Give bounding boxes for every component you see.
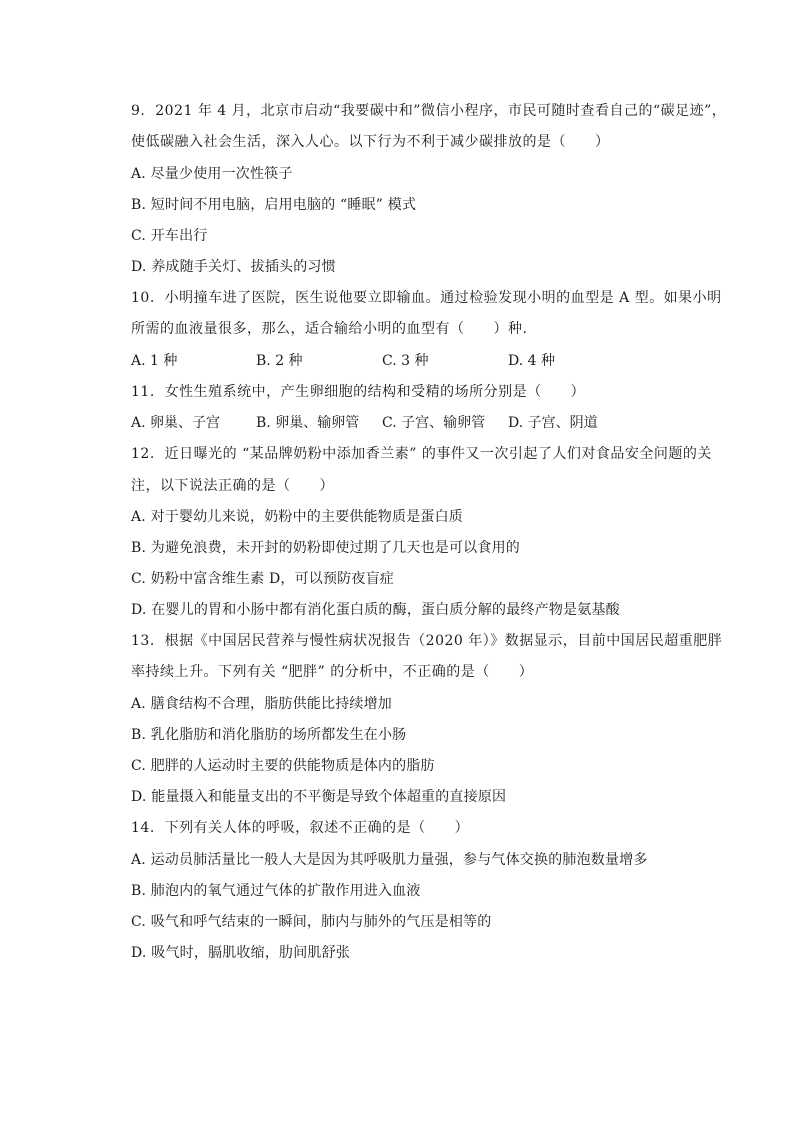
question-12-option-d: D. 在婴儿的胃和小肠中都有消化蛋白质的酶，蛋白质分解的最终产物是氨基酸 [131, 602, 620, 618]
question-11-option-c: C. 子宫、输卵管 [382, 415, 486, 431]
question-12-stem-line-2: 注，以下说法正确的是（ ） [131, 478, 334, 494]
question-14-option-d: D. 吸气时，膈肌收缩，肋间肌舒张 [131, 945, 351, 961]
question-9-option-c: C. 开车出行 [131, 228, 208, 244]
question-10-stem-line-2: 所需的血液量很多，那么，适合输给小明的血型有（ ）种. [131, 321, 528, 337]
question-9-option-d: D. 养成随手关灯、拔插头的习惯 [131, 259, 336, 275]
question-13-option-d: D. 能量摄入和能量支出的不平衡是导致个体超重的直接原因 [131, 789, 507, 805]
question-11-option-a: A. 卵巢、子宫 [131, 415, 221, 431]
question-13-stem-line-1: 13. 根据《中国居民营养与慢性病状况报告（2020 年）》数据显示，目前中国居民超重肥胖 [131, 633, 723, 649]
question-12-option-a: A. 对于婴幼儿来说，奶粉中的主要供能物质是蛋白质 [131, 509, 464, 525]
question-13-option-a: A. 膳食结构不合理，脂肪供能比持续增加 [131, 696, 393, 712]
question-14-option-a: A. 运动员肺活量比一般人大是因为其呼吸肌力量强，参与气体交换的肺泡数量增多 [131, 852, 648, 868]
question-13-option-b: B. 乳化脂肪和消化脂肪的场所都发生在小肠 [131, 727, 407, 743]
question-12-stem-line-1: 12. 近日曝光的 “某品牌奶粉中添加香兰素” 的事件又一次引起了人们对食品安全问题的关 [131, 446, 712, 462]
question-10-stem-line-1: 10. 小明撞车进了医院，医生说他要立即输血。通过检验发现小明的血型是 A 型。如果小明 [131, 290, 722, 306]
question-12-option-c: C. 奶粉中富含维生素 D，可以预防夜盲症 [131, 571, 394, 587]
question-11-stem: 11. 女性生殖系统中，产生卵细胞的结构和受精的场所分别是（ ） [131, 384, 586, 400]
question-9-stem-line-2: 使低碳融入社会生活，深入人心。以下行为不利于减少碳排放的是（ ） [131, 134, 610, 150]
question-10-option-d: D. 4 种 [508, 353, 555, 369]
question-10-option-b: B. 2 种 [256, 353, 303, 369]
question-10-option-a: A. 1 种 [131, 353, 178, 369]
question-14-option-c: C. 吸气和呼气结束的一瞬间，肺内与肺外的气压是相等的 [131, 914, 492, 930]
question-10-option-c: C. 3 种 [382, 353, 429, 369]
question-13-stem-line-2: 率持续上升。下列有关 “肥胖” 的分析中，不正确的是（ ） [131, 664, 534, 680]
question-11-option-b: B. 卵巢、输卵管 [256, 415, 360, 431]
question-12-option-b: B. 为避免浪费，未开封的奶粉即使过期了几天也是可以食用的 [131, 540, 520, 556]
question-14-option-b: B. 肺泡内的氧气通过气体的扩散作用进入血液 [131, 883, 421, 899]
question-14-stem: 14. 下列有关人体的呼吸，叙述不正确的是（ ） [131, 820, 470, 836]
question-9-stem-line-1: 9. 2021 年 4 月，北京市启动“我要碳中和”微信小程序，市民可随时查看自己的“碳足迹”， [131, 103, 727, 119]
question-9-option-a: A. 尽量少使用一次性筷子 [131, 166, 293, 182]
question-9-option-b: B. 短时间不用电脑，启用电脑的 “睡眠” 模式 [131, 197, 417, 213]
question-13-option-c: C. 肥胖的人运动时主要的供能物质是体内的脂肪 [131, 758, 435, 774]
question-11-option-d: D. 子宫、阴道 [508, 415, 598, 431]
